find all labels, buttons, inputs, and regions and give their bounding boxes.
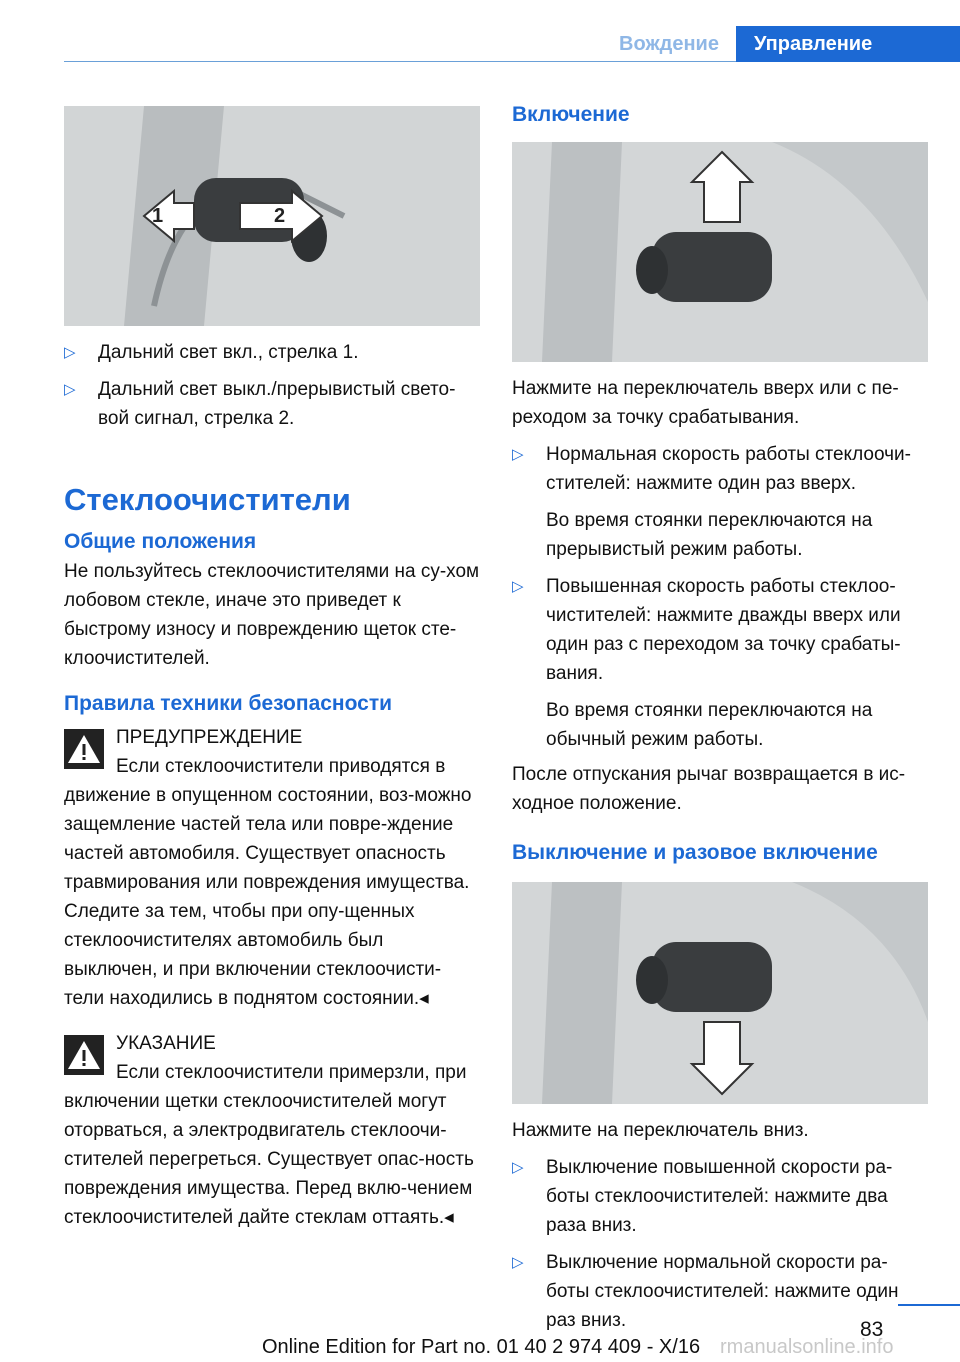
footer-rule [898, 1304, 960, 1306]
list-item: ▷ Дальний свет вкл., стрелка 1. [64, 338, 480, 367]
bullet-triangle-icon: ▷ [512, 446, 524, 463]
wiper-on-figure [512, 142, 928, 362]
off-text: Нажмите на переключатель вниз. [512, 1120, 809, 1141]
notice-triangle-icon [64, 1035, 104, 1075]
section-title: Стеклоочистители [64, 482, 351, 517]
warning-text: Если стеклоочистители приводятся в движение в опущенном состоянии, воз-можно защемление частей тела или повре-ждение частей автомобиля. Существует опасность травмирования или повреждения имущества. Следите за тем, чтобы при опу-щенных стеклоочистителях автомобиль был выключен, и при включении стеклоочисти-тели находились в поднятом состоянии.◂ [64, 756, 472, 1009]
arrow-1-label: 1 [152, 205, 164, 227]
list-item: ▷ Дальний свет выкл./прерывистый свето-вой сигнал, стрелка 2. [64, 375, 480, 433]
page-number: 83 [860, 1318, 884, 1341]
wiper-down-illustration [512, 882, 928, 1104]
watermark: rmanualsonline.info [720, 1336, 894, 1358]
safety-heading: Правила техники безопасности [64, 692, 393, 715]
release-text: После отпускания рычаг возвращается в ис-ходное положение. [512, 764, 906, 814]
warning-title: ПРЕДУПРЕЖДЕНИЕ [116, 727, 303, 748]
off-heading: Выключение и разовое включение [512, 841, 878, 864]
tab-driving[interactable]: Вождение [619, 32, 719, 55]
general-text: Не пользуйтесь стеклоочистителями на су-хом лобовом стекле, иначе это приведет к быстрому износу и повреждению щеток сте-клоочистителей. [64, 561, 480, 669]
on-heading: Включение [512, 103, 630, 126]
high-beam-figure [64, 106, 480, 326]
bullet-triangle-icon: ▷ [512, 1159, 524, 1176]
list-item: ▷ Нормальная скорость работы стеклоочи-стителей: нажмите один раз вверх. Во время стоянки переключаются на прерывистый режим работы. [512, 440, 928, 564]
bullet-triangle-icon: ▷ [64, 344, 76, 361]
bullet-triangle-icon: ▷ [64, 381, 76, 398]
bullet-triangle-icon: ▷ [512, 578, 524, 595]
online-edition: Online Edition for Part no. 01 40 2 974 409 - X/16 [262, 1336, 701, 1358]
list-item: ▷ Выключение повышенной скорости ра-боты стеклоочистителей: нажмите два раза вниз. [512, 1153, 928, 1240]
tab-controls[interactable]: Управление [736, 26, 960, 62]
warning-block [64, 723, 480, 1013]
wiper-up-illustration [512, 142, 928, 362]
bullet-triangle-icon: ▷ [512, 1254, 524, 1271]
left-column [64, 106, 480, 1232]
list-item: ▷ Выключение нормальной скорости ра-боты стеклоочистителей: нажмите один раз вниз. [512, 1248, 928, 1335]
notice-block [64, 1029, 480, 1232]
notice-text: Если стеклоочистители примерзли, при включении щетки стеклоочистителей могут оторваться, а электродвигатель стеклоочи-стителей перегреться. Существует опас-ность повреждения имущества. Перед вклю-чением стеклоочистителей дайте стеклам оттаять.◂ [64, 1062, 474, 1228]
arrow-2-label: 2 [274, 205, 286, 227]
on-text: Нажмите на переключатель вверх или с пе-реходом за точку срабатывания. [512, 378, 899, 428]
warning-triangle-icon [64, 729, 104, 769]
stalk-illustration [64, 106, 480, 326]
list-item: ▷ Повышенная скорость работы стеклоо-чистителей: нажмите дважды вверх или один раз с переходом за точку срабаты-вания. Во время стоянки переключаются на обычный режим работы. [512, 572, 928, 754]
general-heading: Общие положения [64, 530, 257, 553]
right-column [512, 100, 928, 1335]
notice-title: УКАЗАНИЕ [116, 1033, 216, 1054]
wiper-off-figure [512, 882, 928, 1104]
